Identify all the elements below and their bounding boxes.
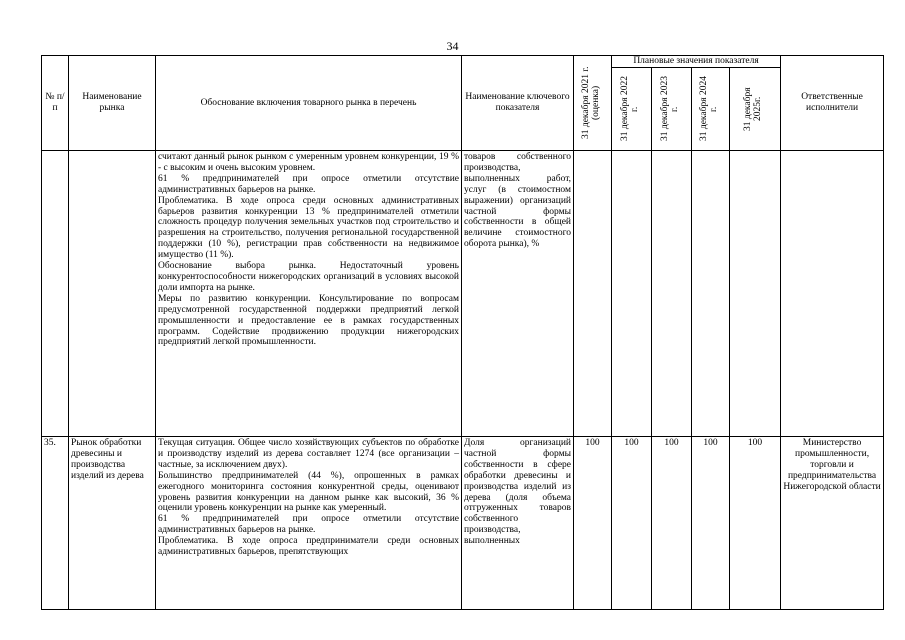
justification-paragraph: 61 % предпринимателей при опросе отметили отсутствие административных барьеров на рынке. [158,514,459,536]
cell-value-2025: 100 [730,437,781,610]
header-2022 [612,68,652,151]
justification-paragraph: Проблематика. В ходе опроса предприниматели среди основных административных барьеров, препятствующих [158,536,459,558]
justification-paragraph: Обоснование выбора рынка. Недостаточный уровень конкурентоспособности нижегородских организаций в условиях высокой доли импорта на рынке. [158,261,459,293]
cell-value-2021 [574,151,612,437]
header-num: № п/п [42,56,69,151]
justification-paragraph: Большинство предпринимателей (44 %), опрошенных в рамках ежегодного мониторинга состояния конкурентной среды, оценивают уровень развития конкуренции на данном рынке как высокий, 36 % оценили уровень конкуренции на рынке как умеренный. [158,470,459,514]
header-market: Наименование рынка [69,56,156,151]
cell-indicator: товаров собственного производства, выполненных работ, услуг (в стоимостном выражении) организаций частной формы собственности в общей величине стоимостного оборота рынка), % [462,151,574,437]
header-2025-text: 31 декабря 2025г. [743,87,764,131]
cell-responsible [781,151,884,437]
header-2025 [730,68,781,151]
header-responsible: Ответственные исполнители [781,56,884,151]
header-justification: Обоснование включения товарного рынка в перечень [156,56,462,151]
justification-paragraph: Меры по развитию конкуренции. Консультирование по вопросам предусмотренной государственной поддержки предприятий легкой промышленности и предоставление ее в рамках государственных программ. Содействие продвижению продукции нижегородских предприятий легкой промышленности. [158,293,459,348]
cell-num [42,151,69,437]
cell-value-2023 [652,151,692,437]
header-2021 [574,56,612,151]
table-row [42,151,884,437]
header-planned-group: Плановые значения показателя [612,56,781,68]
justification-paragraph: Проблематика. В ходе опроса среди основных административных барьеров развития конкуренции 13 % предпринимателей отметили сложность процедур получения земельных участков под строительство и разрешения на строительство, получения региональной государственной поддержки (10 %), регистрации прав собственности на недвижимое имущество (11 %). [158,195,459,261]
cell-market [69,151,156,437]
cell-value-2022 [612,151,652,437]
justification-paragraph: Текущая ситуация. Общее число хозяйствующих субъектов по обработке и производству изделий из дерева составляет 1274 (все организации – частные, за исключением двух). [158,438,459,470]
cell-value-2021: 100 [574,437,612,610]
table-row [42,437,884,610]
market-table [41,55,884,610]
header-2024 [692,68,730,151]
cell-indicator: Доля организаций частной формы собственности в сфере обработки древесины и производства изделий из дерева (доля объема отгруженных товаров собственного производства, выполненных [462,437,574,610]
cell-value-2024 [692,151,730,437]
cell-justification [156,151,462,437]
header-2023-text: 31 декабря 2023 г. [659,76,680,142]
cell-value-2022: 100 [612,437,652,610]
header-2023 [652,68,692,151]
cell-market: Рынок обработки древесины и производства изделий из дерева [69,437,156,610]
header-2021-text: 31 декабря 2021 г. (оценка) [580,66,601,140]
header-2022-text: 31 декабря 2022 г. [619,76,640,142]
cell-value-2025 [730,151,781,437]
header-indicator: Наименование ключевого показателя [462,56,574,151]
cell-num: 35. [42,437,69,610]
cell-value-2024: 100 [692,437,730,610]
justification-paragraph: считают данный рынок рынком с умеренным уровнем конкуренции, 19 % - с высоким и очень высоким уровнем. [158,152,459,173]
cell-justification [156,437,462,610]
cell-value-2023: 100 [652,437,692,610]
header-2024-text: 31 декабря 2024 г. [698,76,719,142]
justification-paragraph: 61 % предпринимателей при опросе отметили отсутствие административных барьеров на рынке. [158,173,459,195]
cell-responsible: Министерство промышленности, торговли и предпринимательства Нижегородской области [781,437,884,610]
page-number: 34 [446,39,459,53]
